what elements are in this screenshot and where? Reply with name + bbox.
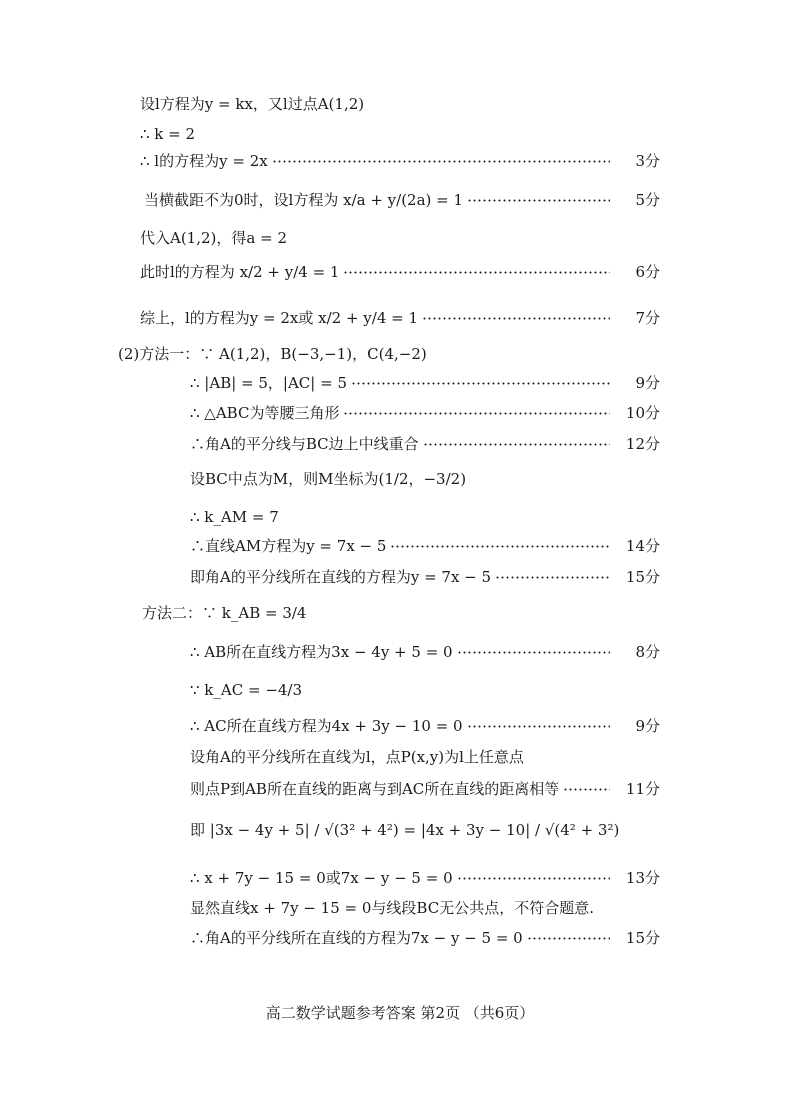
dot-leader bbox=[457, 877, 610, 880]
solution-line-3 bbox=[140, 154, 660, 169]
solution-line-13 bbox=[190, 510, 279, 525]
dot-leader bbox=[422, 317, 610, 320]
line-text: ∴ AB所在直线方程为3x − 4y + 5 = 0 bbox=[190, 643, 453, 661]
solution-line-8 bbox=[118, 347, 427, 362]
line-text: 设l方程为y = kx，又l过点A(1,2) bbox=[140, 95, 365, 113]
line-text: (2)方法一：∵ A(1,2)，B(−3,−1)，C(4,−2) bbox=[118, 345, 427, 363]
score-label: 6分 bbox=[635, 263, 660, 281]
line-text: ∴角A的平分线与BC边上中线重合 bbox=[190, 435, 419, 453]
solution-line-5 bbox=[140, 231, 287, 246]
dot-leader bbox=[351, 382, 610, 385]
score-label: 5分 bbox=[635, 191, 660, 209]
solution-line-9 bbox=[190, 376, 660, 391]
line-text: ∴直线AM方程为y = 7x − 5 bbox=[190, 537, 387, 555]
dot-leader bbox=[390, 545, 610, 548]
line-text: ∴ x + 7y − 15 = 0或7x − y − 5 = 0 bbox=[190, 869, 453, 887]
line-text: ∴ k_AM = 7 bbox=[190, 508, 279, 526]
dot-leader bbox=[423, 443, 610, 446]
score-label: 11分 bbox=[625, 780, 660, 798]
score-label: 9分 bbox=[635, 717, 660, 735]
score-label: 15分 bbox=[625, 568, 660, 586]
score-label: 3分 bbox=[635, 152, 660, 170]
solution-line-17 bbox=[190, 645, 660, 660]
score-label: 10分 bbox=[625, 404, 660, 422]
solution-line-16 bbox=[142, 606, 306, 621]
score-label: 13分 bbox=[625, 869, 660, 887]
line-text: ∵ k_AC = −4/3 bbox=[190, 681, 303, 699]
solution-line-12 bbox=[190, 472, 466, 487]
line-text: 即 |3x − 4y + 5| / √(3² + 4²) = |4x + 3y − 10| / √(4² + 3²) bbox=[190, 821, 620, 839]
solution-line-20 bbox=[190, 750, 524, 765]
score-label: 8分 bbox=[635, 643, 660, 661]
solution-line-22 bbox=[190, 823, 619, 838]
line-text: 设角A的平分线所在直线为l，点P(x,y)为l上任意点 bbox=[190, 748, 524, 766]
line-text: 代入A(1,2)，得a = 2 bbox=[140, 229, 287, 247]
line-text: ∴ AC所在直线方程为4x + 3y − 10 = 0 bbox=[190, 717, 463, 735]
dot-leader bbox=[495, 576, 610, 579]
line-text: 当横截距不为0时，设l方程为 x/a + y/(2a) = 1 bbox=[144, 191, 464, 209]
line-text: 则点P到AB所在直线的距离与到AC所在直线的距离相等 bbox=[190, 780, 560, 798]
line-text: 即角A的平分线所在直线的方程为y = 7x − 5 bbox=[190, 568, 492, 586]
solution-line-23 bbox=[190, 871, 660, 886]
solution-line-6 bbox=[140, 265, 660, 280]
dot-leader bbox=[563, 788, 610, 791]
dot-leader bbox=[343, 412, 610, 415]
page-footer: 高二数学试题参考答案 第2页 （共6页） bbox=[265, 1004, 535, 1022]
score-label: 15分 bbox=[625, 929, 660, 947]
solution-line-11 bbox=[190, 437, 660, 452]
solution-line-21 bbox=[190, 782, 660, 797]
solution-line-15 bbox=[190, 570, 660, 585]
score-label: 7分 bbox=[635, 309, 660, 327]
solution-line-19 bbox=[190, 719, 660, 734]
solution-line-24 bbox=[190, 901, 594, 916]
score-label: 9分 bbox=[635, 374, 660, 392]
line-text: ∴ k = 2 bbox=[140, 125, 196, 143]
dot-leader bbox=[467, 725, 610, 728]
dot-leader bbox=[527, 937, 610, 940]
dot-leader bbox=[272, 160, 610, 163]
solution-line-7 bbox=[140, 311, 660, 326]
line-text: 综上，l的方程为y = 2x或 x/2 + y/4 = 1 bbox=[140, 309, 419, 327]
solution-line-14 bbox=[190, 539, 660, 554]
score-label: 14分 bbox=[625, 537, 660, 555]
line-text: ∴角A的平分线所在直线的方程为7x − y − 5 = 0 bbox=[190, 929, 523, 947]
dot-leader bbox=[343, 271, 610, 274]
line-text: 设BC中点为M，则M坐标为(1/2，−3/2) bbox=[190, 470, 467, 488]
solution-line-1 bbox=[140, 97, 364, 112]
line-text: 方法二：∵ k_AB = 3/4 bbox=[142, 604, 307, 622]
solution-line-2 bbox=[140, 127, 195, 142]
line-text: 此时l的方程为 x/2 + y/4 = 1 bbox=[140, 263, 340, 281]
solution-line-4 bbox=[144, 193, 660, 208]
line-text: ∴ l的方程为y = 2x bbox=[140, 152, 268, 170]
line-text: 显然直线x + 7y − 15 = 0与线段BC无公共点，不符合题意. bbox=[190, 899, 594, 917]
solution-line-18 bbox=[190, 683, 302, 698]
dot-leader bbox=[467, 199, 610, 202]
solution-line-25 bbox=[190, 931, 660, 946]
dot-leader bbox=[457, 651, 610, 654]
line-text: ∴ |AB| = 5，|AC| = 5 bbox=[190, 374, 347, 392]
score-label: 12分 bbox=[625, 435, 660, 453]
solution-line-10 bbox=[190, 406, 660, 421]
line-text: ∴ △ABC为等腰三角形 bbox=[190, 404, 340, 422]
